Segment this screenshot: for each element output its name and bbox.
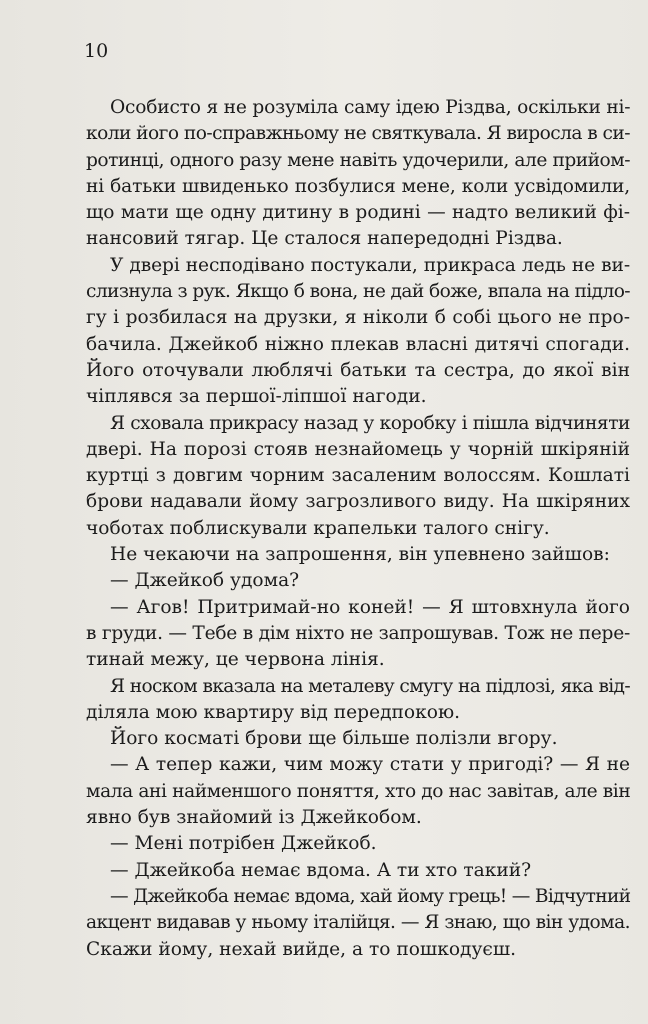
text-line: Його косматі брови ще більше полізли вгору.	[110, 728, 558, 750]
text-line: діляла мою квартиру від передпокою.	[86, 701, 461, 723]
text-line: Я сховала прикрасу назад у коробку і пішла відчиняти	[110, 412, 630, 434]
text-line: — Джейкоба немає вдома, хай йому грець! — Відчутний	[110, 885, 631, 907]
text-line: — Агов! Притримай-но коней! — Я штовхнула його	[110, 596, 630, 618]
text-line: слизнула з рук. Якщо б вона, не дай боже, впала на підло-	[86, 281, 630, 303]
page-number: 10	[84, 40, 109, 62]
text-line: в груди. — Тебе в дім ніхто не запрошував. Тож не пере-	[86, 622, 630, 644]
text-line: ротинці, одного разу мене навіть удочерили, але прийом-	[86, 149, 630, 171]
text-line: акцент видавав у ньому італійця. — Я знаю, що він удома.	[86, 912, 630, 934]
body-text	[86, 95, 630, 963]
text-line: — А тепер кажи, чим можу стати у пригоді? — Я не	[110, 754, 630, 776]
text-line: Його оточували люблячі батьки та сестра, до якої він	[86, 359, 630, 381]
text-line: ні батьки швиденько позбулися мене, коли усвідомили,	[86, 175, 630, 197]
text-line: коли його по-справжньому не святкувала. Я виросла в си-	[86, 123, 630, 145]
text-line: тинай межу, це червона лінія.	[86, 649, 385, 671]
text-line: чіплявся за першої-ліпшої нагоди.	[86, 386, 427, 408]
text-line: явно був знайомий із Джейкобом.	[86, 807, 422, 829]
text-line: — Мені потрібен Джейкоб.	[110, 833, 377, 855]
text-line: двері. На порозі стояв незнайомець у чорній шкіряній	[86, 438, 630, 460]
text-line: куртці з довгим чорним засаленим волоссям. Кошлаті	[86, 465, 630, 487]
text-line: що мати ще одну дитину в родині — надто великий фі-	[86, 202, 630, 224]
text-line: нансовий тягар. Це сталося напередодні Різдва.	[86, 228, 563, 250]
text-line: Скажи йому, нехай вийде, а то пошкодуєш.	[86, 938, 517, 960]
text-line: мала ані найменшого поняття, хто до нас завітав, але він	[86, 780, 631, 802]
text-line: Не чекаючи на запрошення, він упевнено зайшов:	[110, 544, 610, 566]
text-line: — Джейкоб удома?	[110, 570, 300, 592]
text-line: Особисто я не розуміла саму ідею Різдва, оскільки ні-	[110, 97, 631, 118]
text-line: У двері несподівано постукали, прикраса ледь не ви-	[110, 254, 630, 276]
text-line: брови надавали йому загрозливого виду. На шкіряних	[86, 491, 630, 513]
text-line: бачила. Джейкоб ніжно плекав власні дитячі спогади.	[86, 333, 630, 355]
text-line: Я носком вказала на металеву смугу на підлозі, яка від-	[110, 675, 630, 697]
text-line: чоботах поблискували крапельки талого снігу.	[86, 517, 550, 539]
text-line: — Джейкоба немає вдома. А ти хто такий?	[110, 859, 532, 881]
text-line: гу і розбилася на друзки, я ніколи б собі цього не про-	[86, 307, 630, 329]
